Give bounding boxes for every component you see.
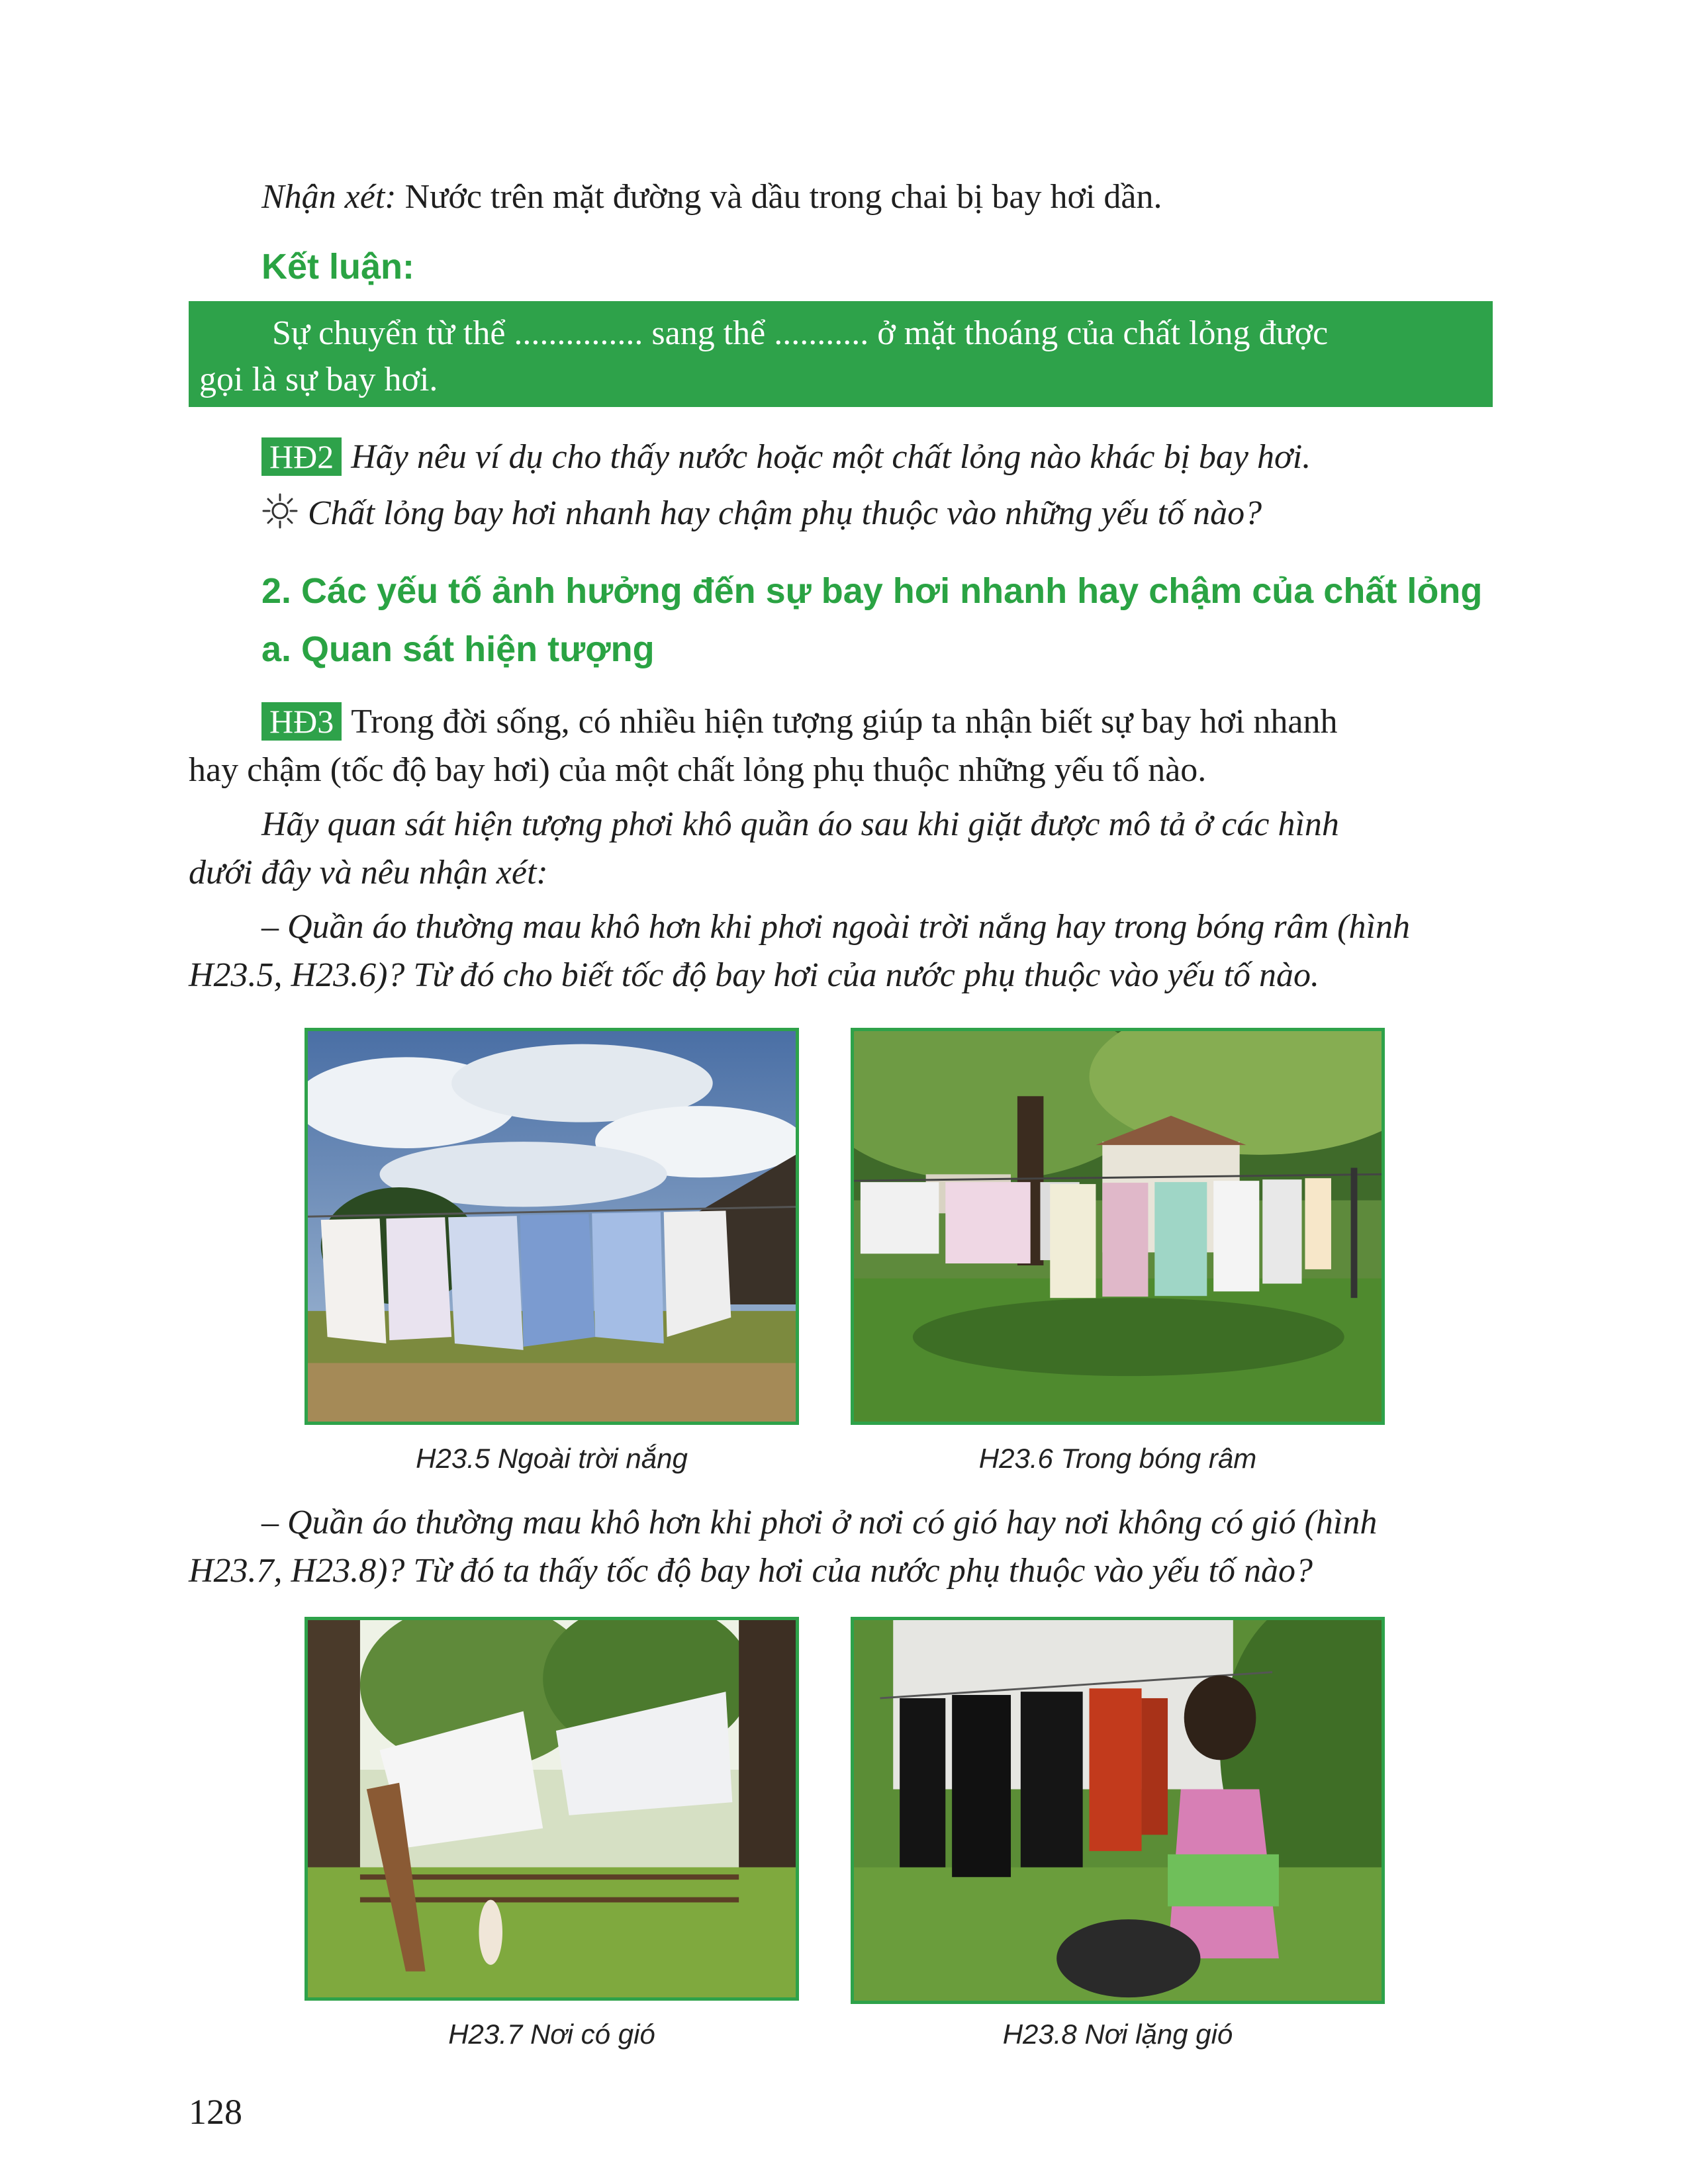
observe-line-1: Hãy quan sát hiện tượng phơi khô quần áo sau khi giặt được mô tả ở các hình bbox=[261, 805, 1339, 843]
section-title: 2. Các yếu tố ảnh hưởng đến sự bay hơi nhanh hay chậm của chất lỏng bbox=[261, 571, 1483, 611]
photo-sunny bbox=[305, 1028, 799, 1425]
sun-icon bbox=[261, 492, 299, 529]
photo-shade bbox=[851, 1028, 1385, 1425]
hd2-question: Chất lỏng bay hơi nhanh hay chậm phụ thuộc vào những yếu tố nào? bbox=[308, 494, 1262, 532]
observe-line-2: dưới đây và nêu nhận xét: bbox=[189, 854, 548, 891]
caption-h23-6: H23.6 Trong bóng râm bbox=[978, 1443, 1257, 1474]
hd3-line-1 bbox=[261, 698, 1519, 746]
hd2-tag: HĐ2 bbox=[261, 437, 342, 476]
observation-line bbox=[261, 173, 1585, 221]
question-2-line-1: – Quần áo thường mau khô hơn khi phơi ở nơi có gió hay nơi không có gió (hình bbox=[261, 1504, 1378, 1541]
photo-windy bbox=[305, 1617, 799, 2001]
question-2-line-2: H23.7, H23.8)? Từ đó ta thấy tốc độ bay hơi của nước phụ thuộc vào yếu tố nào? bbox=[189, 1552, 1313, 1590]
hd3-line-2: hay chậm (tốc độ bay hơi) của một chất lỏng phụ thuộc những yếu tố nào. bbox=[189, 751, 1207, 789]
hd2-text: Hãy nêu ví dụ cho thấy nước hoặc một chất lỏng nào khác bị bay hơi. bbox=[351, 438, 1311, 476]
conclusion-line-1: Sự chuyển từ thể ............... sang thể ........... ở mặt thoáng của chất lỏng được bbox=[272, 314, 1329, 352]
photo-calm bbox=[851, 1617, 1385, 2004]
page-number: 128 bbox=[189, 2092, 242, 2132]
question-1-line-1: – Quần áo thường mau khô hơn khi phơi ngoài trời nắng hay trong bóng râm (hình bbox=[261, 908, 1410, 946]
section-subtitle: a. Quan sát hiện tượng bbox=[261, 629, 655, 669]
conclusion-line-2: gọi là sự bay hơi. bbox=[199, 361, 438, 398]
caption-h23-5: H23.5 Ngoài trời nắng bbox=[416, 1443, 688, 1474]
observation-label: Nhận xét: bbox=[261, 178, 397, 216]
conclusion-heading: Kết luận: bbox=[261, 247, 415, 287]
conclusion-box bbox=[189, 301, 1493, 407]
question-1-line-2: H23.5, H23.6)? Từ đó cho biết tốc độ bay hơi của nước phụ thuộc vào yếu tố nào. bbox=[189, 956, 1320, 994]
hd2-line bbox=[261, 433, 1519, 481]
hd2-question-line bbox=[261, 490, 1519, 537]
hd3-tag: HĐ3 bbox=[261, 702, 342, 741]
caption-h23-7: H23.7 Nơi có gió bbox=[448, 2019, 655, 2050]
observation-text: Nước trên mặt đường và dầu trong chai bị bay hơi dần. bbox=[396, 178, 1162, 216]
caption-h23-8: H23.8 Nơi lặng gió bbox=[1002, 2019, 1233, 2050]
hd3-text-1: Trong đời sống, có nhiều hiện tượng giúp ta nhận biết sự bay hơi nhanh bbox=[351, 703, 1338, 741]
